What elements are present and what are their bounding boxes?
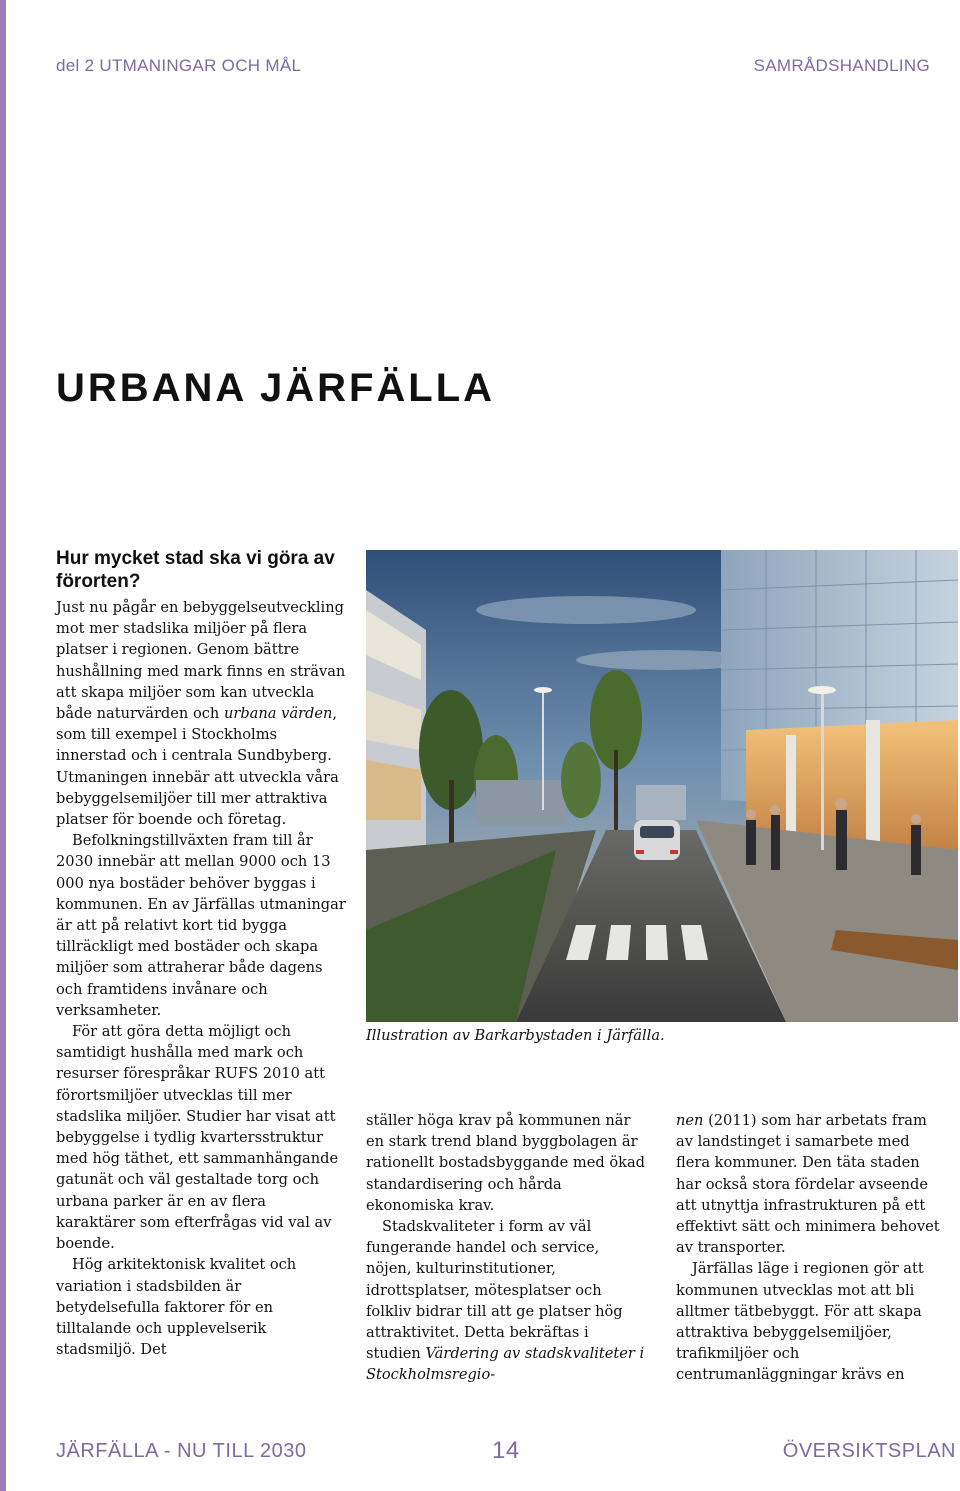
paragraph: ställer höga krav på kommunen när en stark trend bland byggbolagen är rationellt bostadsbyggande med ökad standardisering och hårda ekonomiska krav.: [366, 1112, 645, 1214]
paragraph: Befolkningstillväxten fram till år 2030 innebär att mellan 9000 och 13 000 nya bostäder behöver byggas i kommunen. En av Järfällas utmaningar är att på relativt kort tid bygga tillräckligt med bostäder och skapa miljöer som attraherar både dagens och framtidens invånare och verksamheter.: [56, 832, 346, 1019]
paragraph: Järfällas läge i regionen gör att kommunen utvecklas mot att bli alltmer tätbebyggt. För att skapa attraktiva bebyggelsemiljöer, trafikmiljöer och centrumanläggningar krävs en: [676, 1260, 924, 1384]
image-caption: Illustration av Barkarbystaden i Järfälla.: [366, 1027, 665, 1044]
emphasis: Värdering av stadskvaliteter i Stockholmsregio-: [366, 1345, 645, 1384]
header-section-label: del 2 UTMANINGAR OCH MÅL: [56, 56, 302, 75]
emphasis: urbana värden: [223, 705, 333, 723]
paragraph: För att göra detta möjligt och samtidigt hushålla med mark och resurser förespråkar RUFS 2010 att förortsmiljöer utvecklas till mer stadslika miljöer. Studier har visat att bebyggelse i tydlig kvartersstruktur med hög täthet, ett sammanhängande gatunät och väl gestaltade torg och urbana parker är en av flera karaktärer som efterfrågas vid val av boende.: [56, 1023, 339, 1253]
text-column-2: [366, 1110, 646, 1386]
page-number: 14: [492, 1437, 520, 1464]
street-illustration-image: [366, 550, 958, 1022]
paragraph: nen (2011) som har arbetats fram av landstinget i samarbete med flera kommuner. Den täta staden har också stora fördelar avseende att utnyttja infrastrukturen på ett effektivt sätt och minimera behovet av transporter.: [676, 1112, 940, 1257]
text-column-1: [56, 597, 346, 1360]
paragraph: Hög arkitektonisk kvalitet och variation i stadsbilden är betydelsefulla faktorer för en tilltalande och upplevelserik stadsmiljö. Det: [56, 1256, 297, 1359]
accent-bar: [0, 0, 6, 1491]
emphasis: nen: [676, 1112, 704, 1129]
footer-plan-name: ÖVERSIKTSPLAN: [782, 1440, 956, 1462]
paragraph: Stadskvaliteter i form av väl fungerande handel och service, nöjen, kulturinstitutioner, idrottsplatser, mötesplatser och folkliv bidrar till att ge platser hög attraktivitet. Detta bekräftas i studien Värdering av stadskvaliteter i Stockholmsregio-: [366, 1218, 645, 1384]
section-subheading: Hur mycket stad ska vi göra av förorten?: [56, 548, 335, 592]
text-column-3: [676, 1110, 946, 1386]
footer-document-title: JÄRFÄLLA - NU TILL 2030: [56, 1440, 307, 1462]
paragraph: Just nu pågår en bebyggelseutveckling mot mer stadslika miljöer på flera platser i regionen. Genom bättre hushållning med mark finns en strävan att skapa miljöer som kan utveckla både naturvärden och urbana värden, som till exempel i Stockholms innerstad och i centrala Sundbyberg. Utmaningen innebär att utveckla våra bebyggelsemiljöer till mer attraktiva platser för boende och företag.: [56, 599, 346, 829]
page-title: URBANA JÄRFÄLLA: [56, 366, 496, 410]
header-document-status: SAMRÅDSHANDLING: [753, 56, 930, 75]
